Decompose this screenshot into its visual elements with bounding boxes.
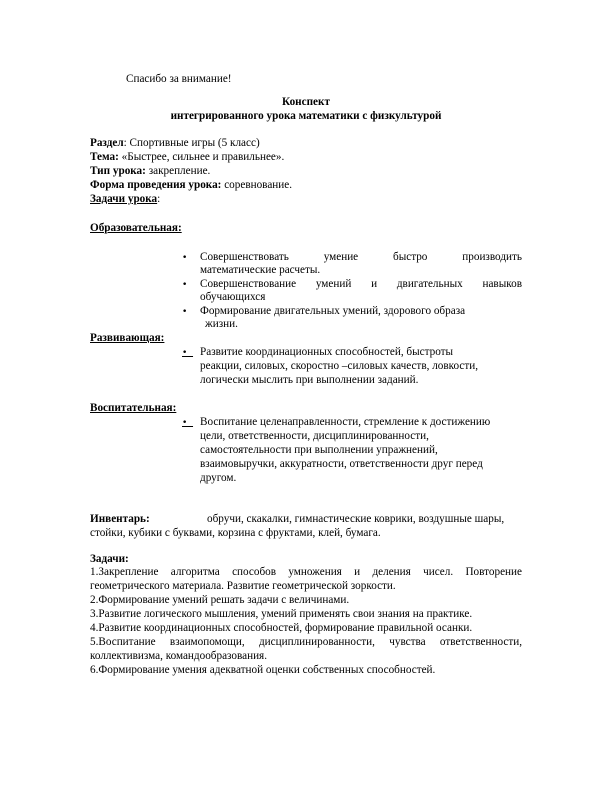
task-5-line1: 5.Воспитание взаимопомощи, дисциплинированности, чувства ответственности, (90, 636, 522, 648)
bullet-icon: • (182, 280, 188, 290)
tasks-heading: Задачи: (90, 553, 129, 565)
upbringing-line-1: Воспитание целенаправленности, стремление к достижению (200, 416, 491, 428)
task-1-line1: 1.Закрепление алгоритма способов умножения и деления чисел. Повторение (90, 566, 522, 578)
lesson-type-value: закрепление. (145, 165, 211, 177)
upbringing-heading: Воспитательная: (90, 402, 177, 414)
lesson-form-field (90, 179, 292, 192)
theme-value: «Быстрее, сильнее и правильнее». (118, 151, 285, 163)
bullet-icon: • (182, 307, 188, 317)
lesson-tasks-label: Задачи урока (90, 193, 158, 205)
lesson-type-label: Тип урока: (90, 165, 146, 177)
developing-heading: Развивающая: (90, 332, 165, 344)
educational-item-2-line1: Совершенствование умений и двигательных навыков (200, 278, 522, 290)
document-subtitle: интегрированного урока математики с физкультурой (170, 110, 442, 122)
educational-item-2-line2: обучающихся (200, 291, 266, 303)
developing-line-2: реакции, силовых, скоростно –силовых качеств, ловкости, (200, 360, 479, 372)
educational-item-3-line2: жизни. (205, 318, 238, 330)
bullet-icon: • (182, 348, 194, 358)
task-5-line2: коллективизма, командообразования. (90, 650, 267, 662)
thanks-text: Спасибо за внимание! (126, 73, 232, 85)
section-label: Раздел (90, 137, 124, 149)
educational-item-1-line1: Совершенствовать умение быстро производить (200, 251, 522, 263)
upbringing-line-5: другом. (200, 472, 237, 484)
document-title: Конспект (282, 96, 330, 108)
bullet-icon: • (182, 253, 188, 263)
task-3: 3.Развитие логического мышления, умений применять свои знания на практике. (90, 608, 473, 620)
task-1-line2: геометрического материала. Развитие геометрической зоркости. (90, 580, 396, 592)
educational-heading: Образовательная: (90, 222, 182, 234)
inventory-line-1: обручи, скакалки, гимнастические коврики, воздушные шары, (207, 513, 505, 525)
lesson-tasks-value: : (157, 193, 161, 205)
theme-field (90, 151, 284, 164)
theme-label: Тема: (90, 151, 119, 163)
upbringing-line-3: самостоятельности при выполнении упражнений, (200, 444, 438, 456)
task-4: 4.Развитие координационных способностей, формирование правильной осанки. (90, 622, 473, 634)
section-value: : Спортивные игры (5 класс) (123, 137, 260, 149)
upbringing-line-4: взаимовыручки, аккуратности, ответственности друг перед (200, 458, 483, 470)
educational-item-3-line1: Формирование двигательных умений, здорового образа (200, 305, 466, 317)
upbringing-line-2: цели, ответственности, дисциплинированности, (200, 430, 429, 442)
lesson-tasks-field (90, 193, 160, 206)
educational-item-1-line2: математические расчеты. (200, 264, 321, 276)
developing-line-3: логически мыслить при выполнении заданий. (200, 374, 419, 386)
developing-line-1: Развитие координационных способностей, быстроты (200, 346, 454, 358)
task-2: 2.Формирование умений решать задачи с величинами. (90, 594, 350, 606)
lesson-form-value: соревнование. (221, 179, 293, 191)
inventory-line-2: стойки, кубики с буквами, корзина с фруктами, клей, бумага. (90, 527, 381, 539)
task-6: 6.Формирование умения адекватной оценки собственных способностей. (90, 664, 436, 676)
lesson-type-field (90, 165, 210, 178)
bullet-icon: • (182, 418, 194, 428)
lesson-form-label: Форма проведения урока: (90, 179, 222, 191)
inventory-label: Инвентарь: (90, 513, 150, 525)
section-field (90, 137, 260, 150)
